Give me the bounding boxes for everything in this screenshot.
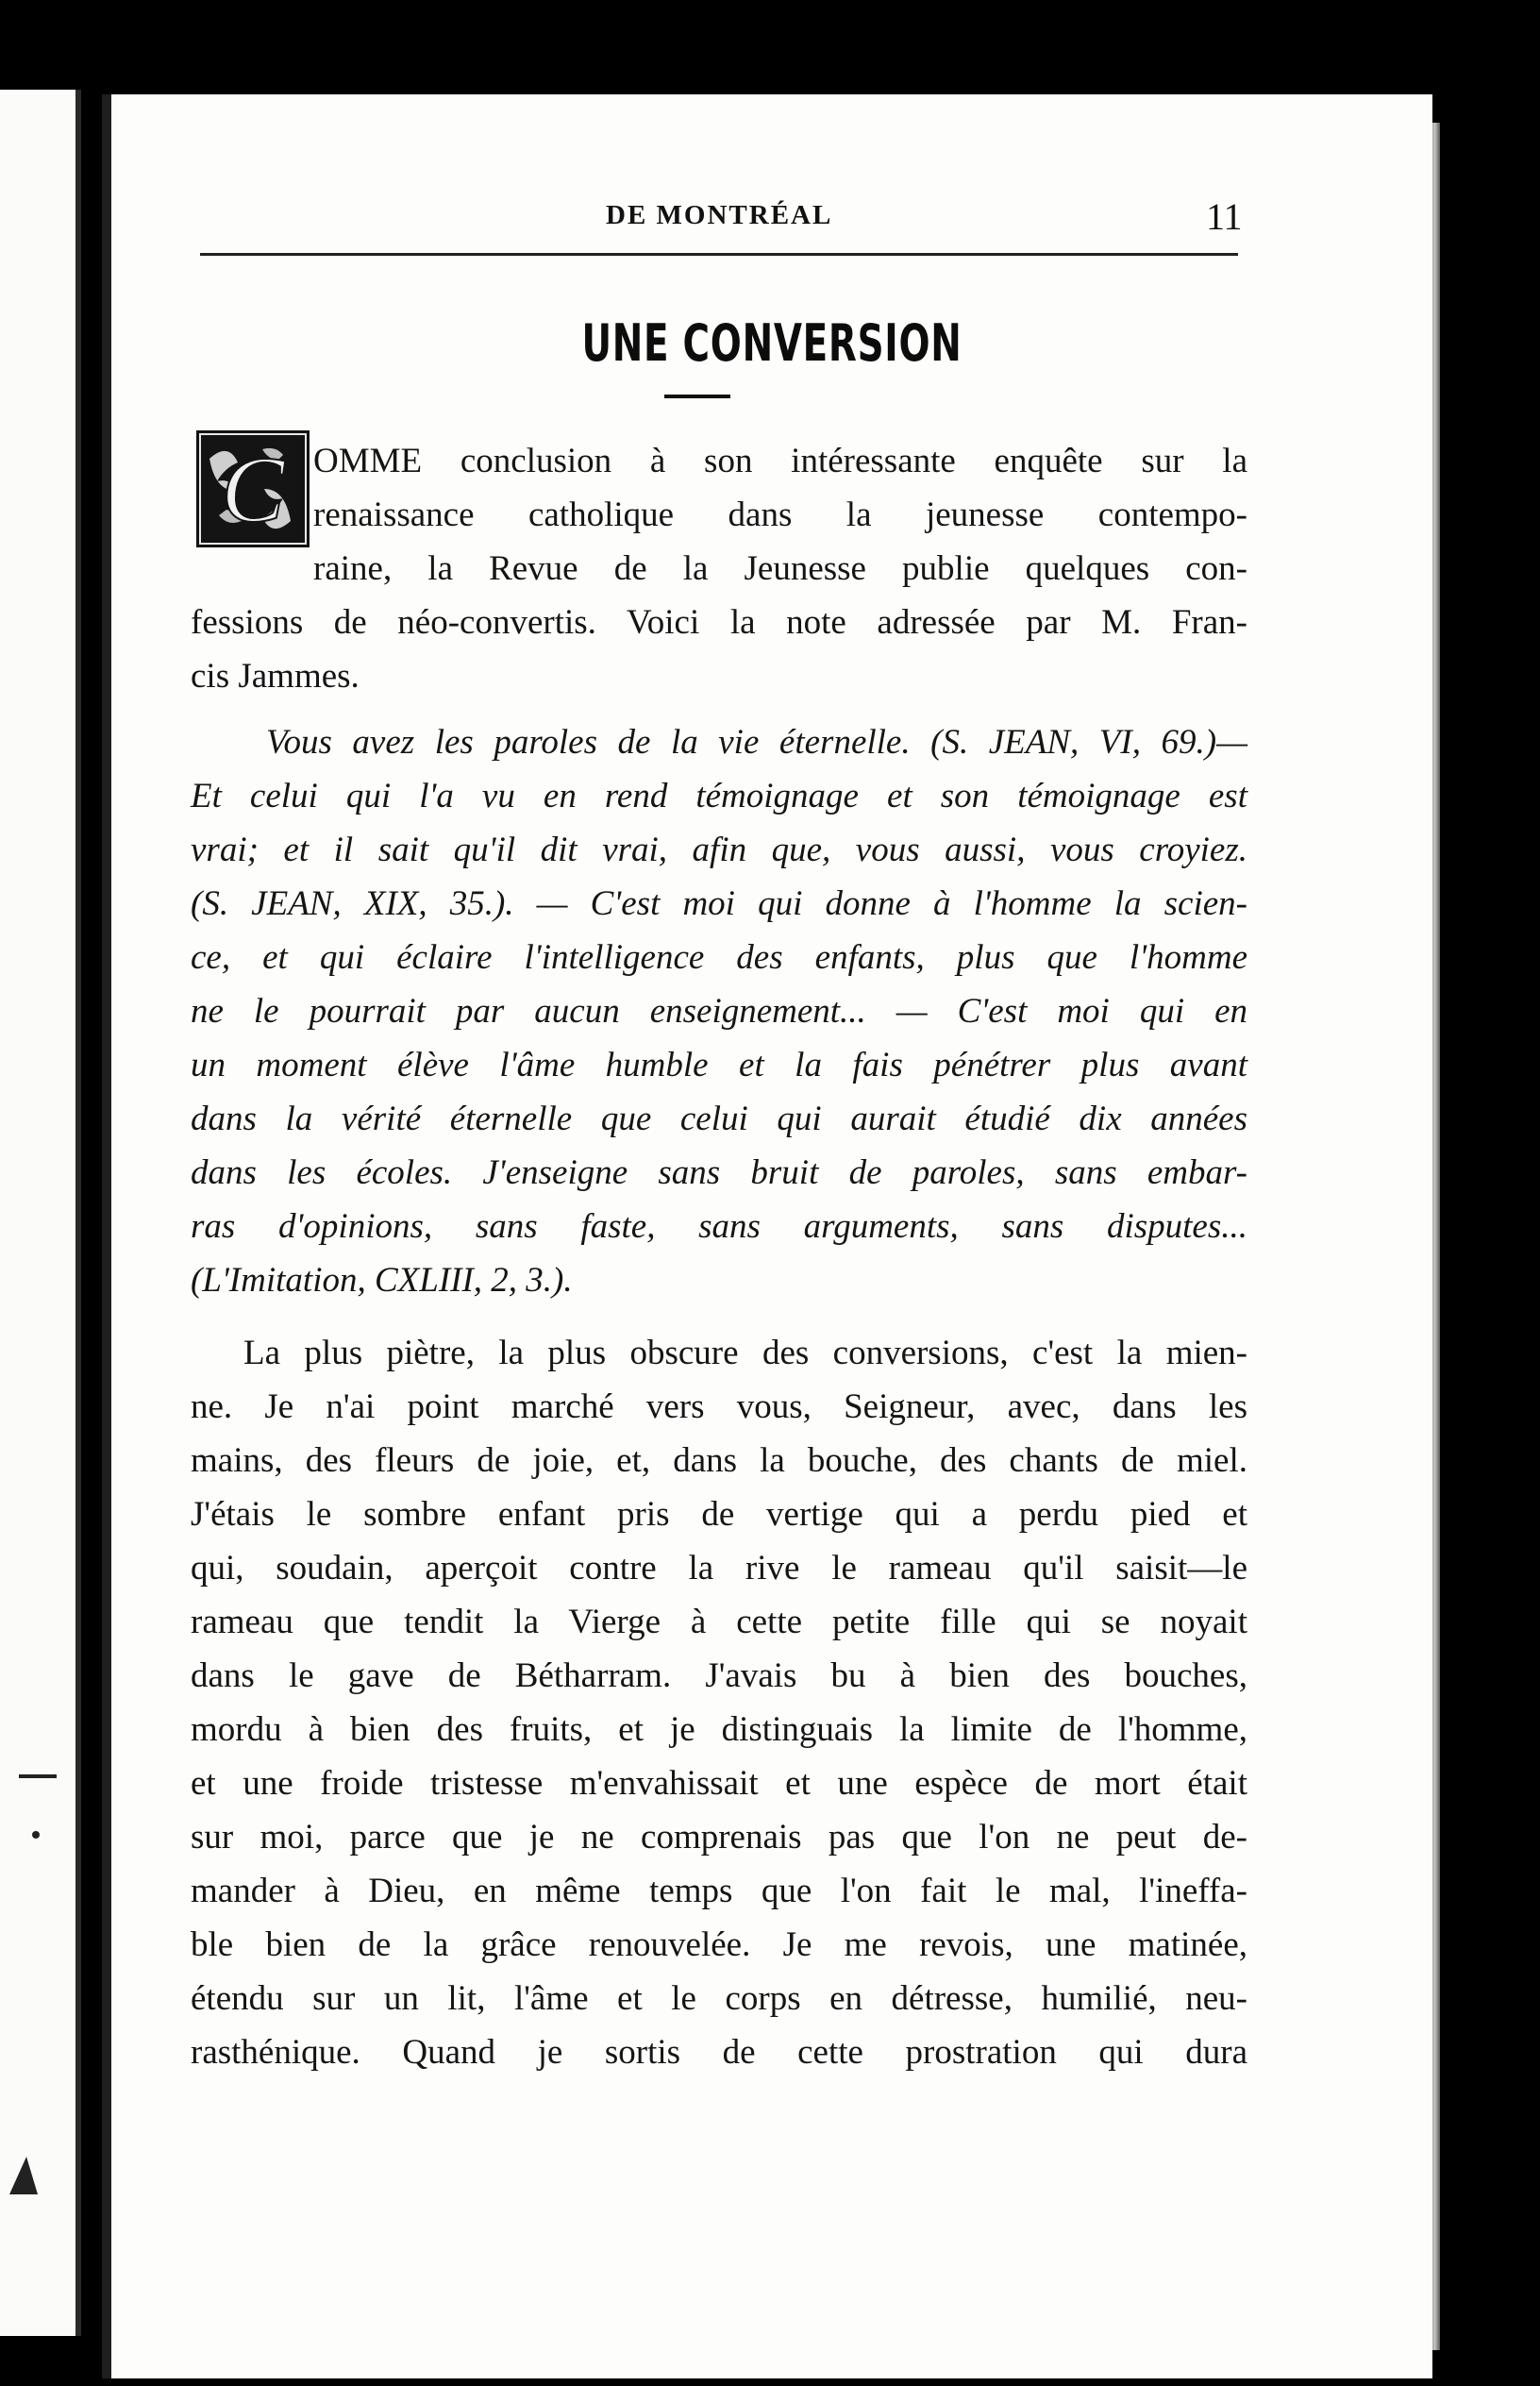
book-page [102,94,1432,2378]
running-head [111,195,1432,247]
text-line: ne. Je n'ai point marché vers vous, Seigneur, avec, dans les [191,1387,1247,1426]
quote-line: (L'Imitation, CXLIII, 2, 3.). [191,1261,573,1300]
body-paragraph [191,1326,1247,2079]
quote-line: ce, et qui éclaire l'intelligence des enfants, plus que l'homme [191,938,1247,977]
running-head-title: DE MONTRÉAL [606,200,833,230]
text-line: rameau que tendit la Vierge à cette petite fille qui se noyait [191,1603,1247,1641]
quote-line: (S. JEAN, XIX, 35.). — C'est moi qui donne à l'homme la scien- [191,884,1247,923]
text-line: sur moi, parce que je ne comprenais pas que l'on ne peut de- [191,1818,1247,1857]
text-line: dans le gave de Bétharram. J'avais bu à bien des bouches, [191,1656,1247,1695]
page-number: 11 [1206,195,1243,238]
text-line: raine, la Revue de la Jeunesse publie quelques con- [313,549,1247,588]
text-line: renaissance catholique dans la jeunesse contempo- [313,496,1247,534]
text-line: mander à Dieu, en même temps que l'on fait le mal, l'ineffa- [191,1872,1247,1910]
chapter-title: UNE CONVERSION [581,313,962,373]
quote-line: vrai; et il sait qu'il dit vrai, afin que, vous aussi, vous croyiez. [191,831,1247,869]
text-line: mordu à bien des fruits, et je distinguais la limite de l'homme, [191,1710,1247,1749]
quote-line: un moment élève l'âme humble et la fais pénétrer plus avant [191,1046,1247,1084]
title-ornament-dash [664,395,730,398]
text-line: J'étais le sombre enfant pris de vertige qui a perdu pied et [191,1495,1247,1534]
text-line: qui, soudain, aperçoit contre la rive le rameau qu'il saisit—le [191,1549,1247,1588]
text-line: étendu sur un lit, l'âme et le corps en détresse, humilié, neu- [191,1979,1247,2018]
quote-line: ras d'opinions, sans faste, sans arguments, sans disputes... [191,1207,1247,1246]
text-line: fessions de néo-convertis. Voici la note adressée par M. Fran- [191,603,1247,642]
text-line: La plus piètre, la plus obscure des conversions, c'est la mien- [243,1334,1247,1372]
quote-line: Vous avez les paroles de la vie éternelle. (S. JEAN, VI, 69.)— [266,723,1247,762]
text-line: OMME conclusion à son intéressante enquête sur la [313,442,1247,480]
epigraph-quotation [191,715,1247,1307]
ink-mark [32,1831,40,1839]
text-line: cis Jammes. [191,657,360,696]
quote-line: Et celui qui l'a vu en rend témoignage et son témoignage est [191,777,1247,815]
ink-mark [9,2157,38,2194]
facing-page-edge [0,90,81,2336]
ink-mark [19,1774,57,1778]
text-line: rasthénique. Quand je sortis de cette prostration qui dura [191,2033,1247,2072]
quote-line: dans les écoles. J'enseigne sans bruit de paroles, sans embar- [191,1153,1247,1192]
text-line: mains, des fleurs de joie, et, dans la bouche, des chants de miel. [191,1441,1247,1480]
quote-line: ne le pourrait par aucun enseignement... — C'est moi qui en [191,992,1247,1031]
intro-paragraph [191,434,1247,703]
svg-text:C: C [221,437,285,542]
text-line: et une froide tristesse m'envahissait et une espèce de mort était [191,1764,1247,1803]
quote-line: dans la vérité éternelle que celui qui aurait étudié dix années [191,1100,1247,1138]
text-line: ble bien de la grâce renouvelée. Je me revois, une matinée, [191,1925,1247,1964]
header-rule [200,253,1238,256]
